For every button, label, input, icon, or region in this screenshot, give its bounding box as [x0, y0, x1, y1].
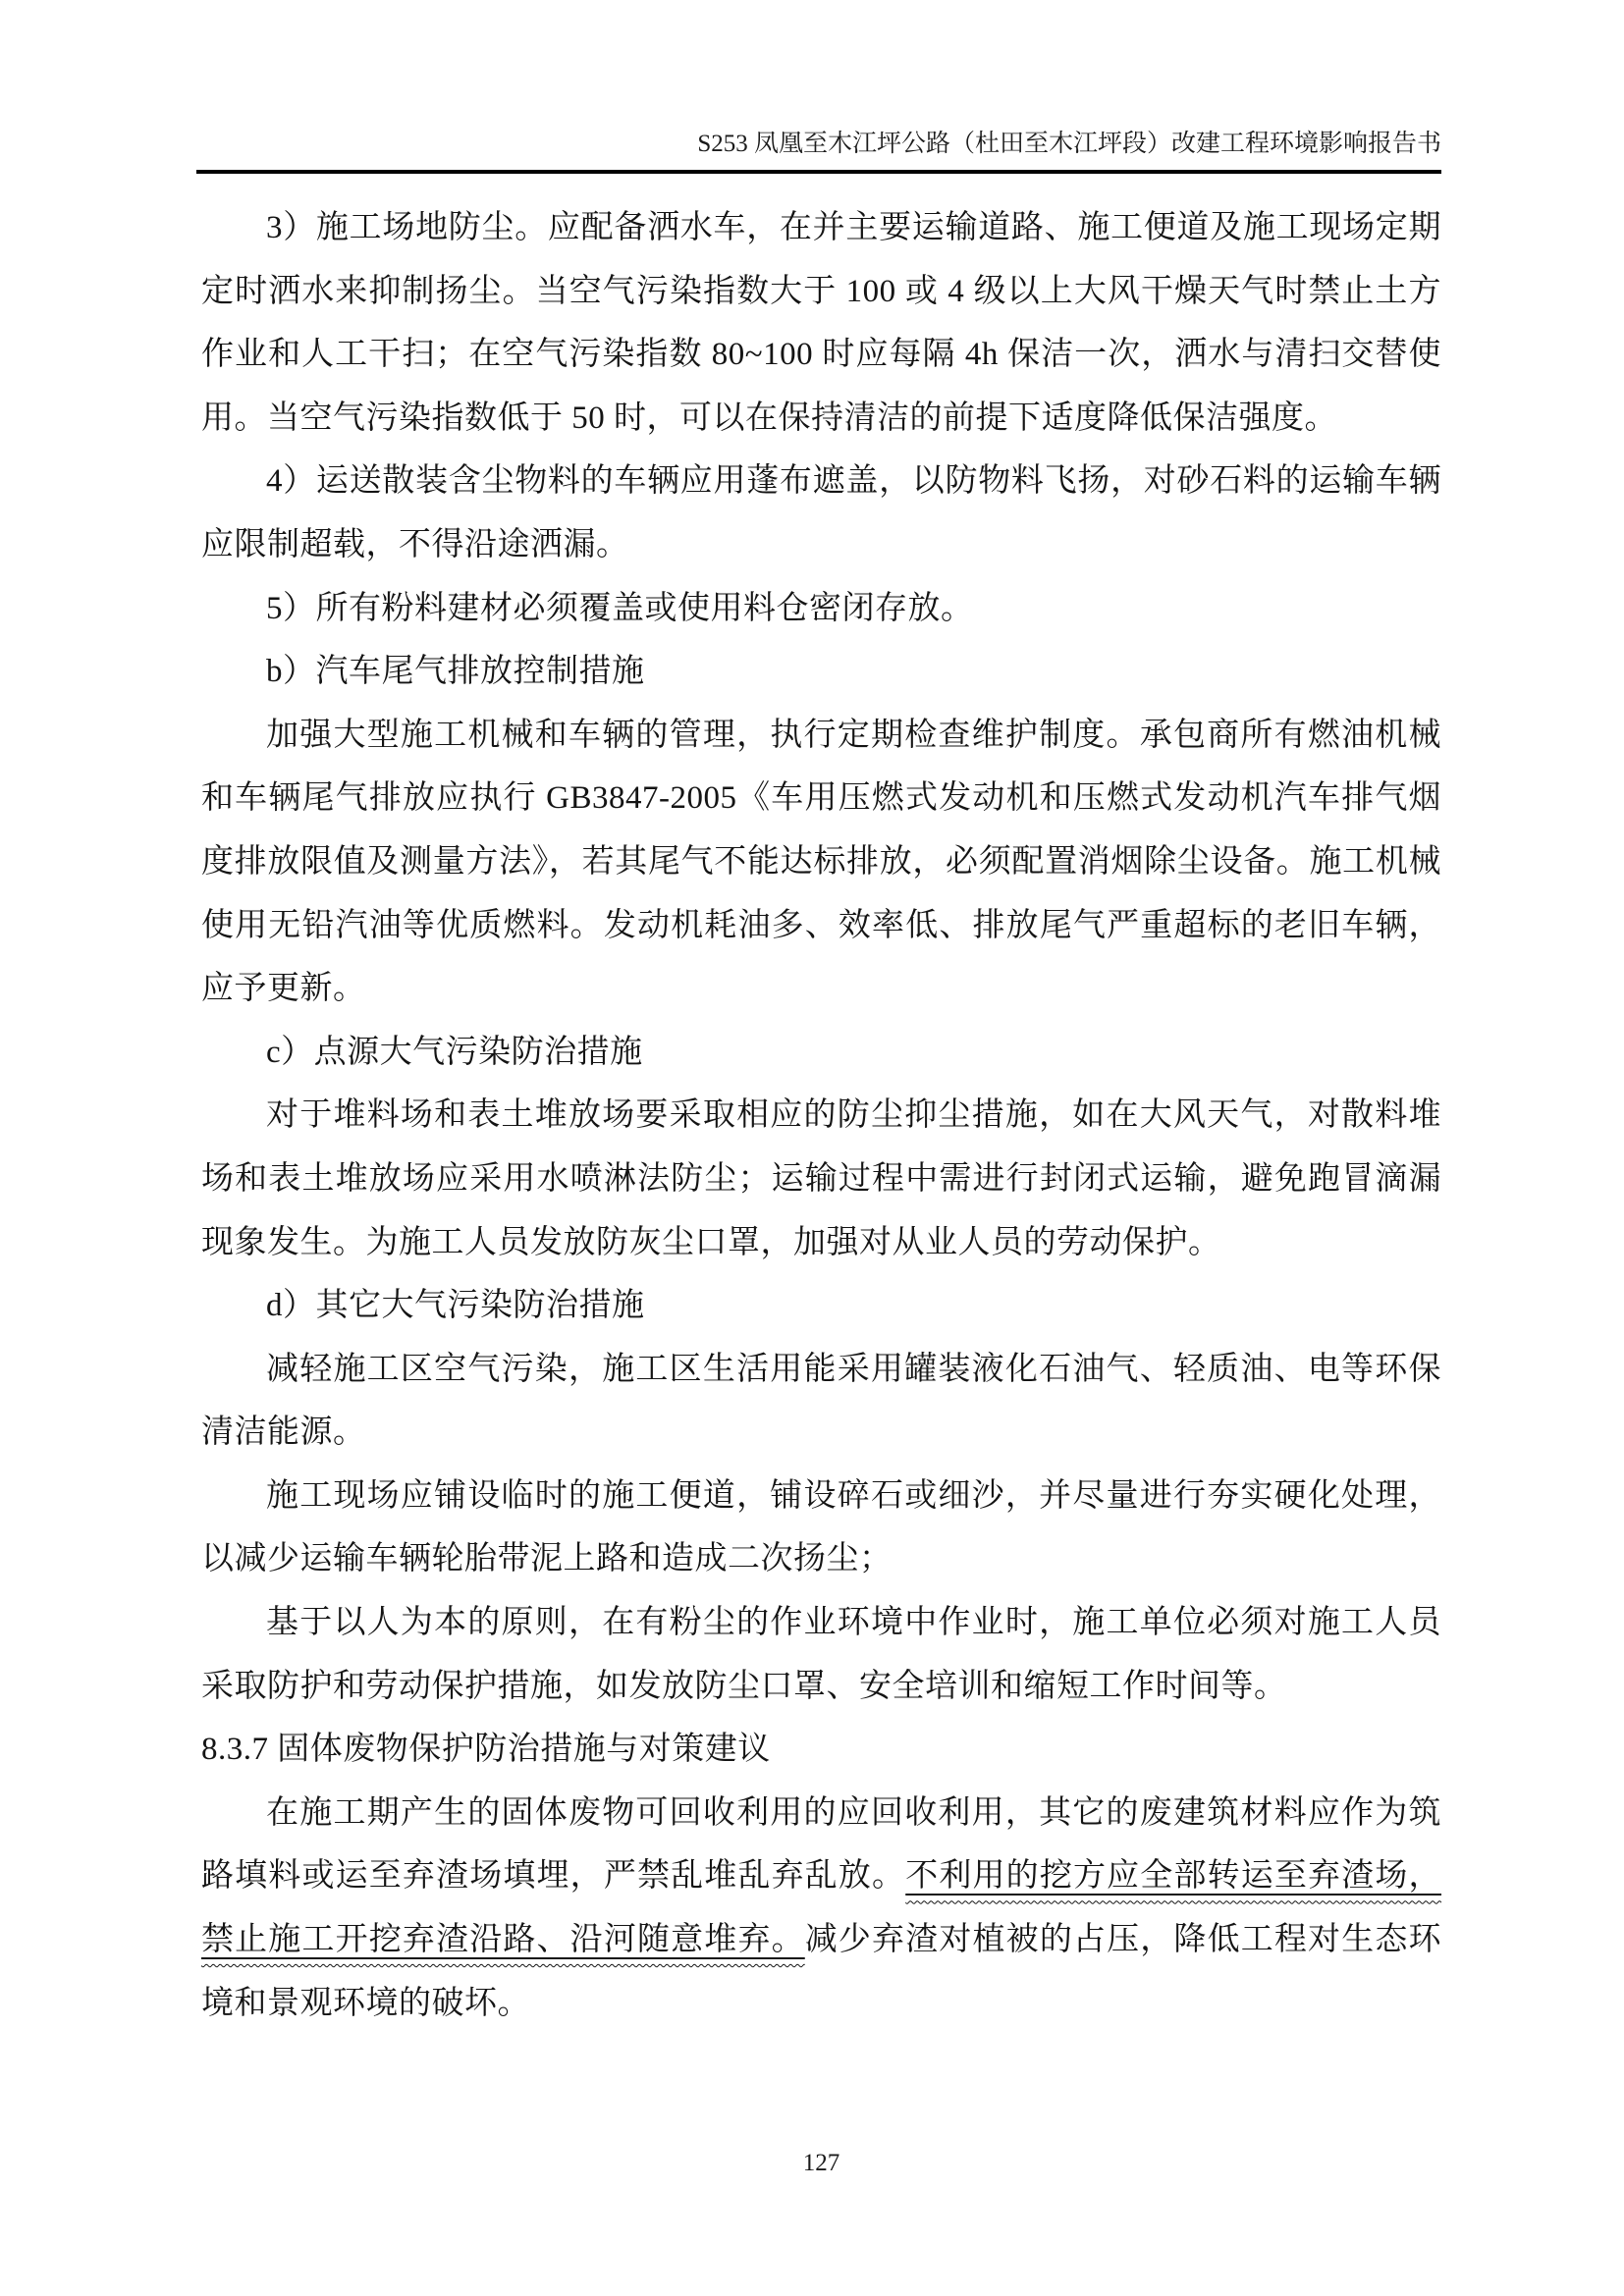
body-paragraph: b）汽车尾气排放控制措施 [266, 654, 645, 690]
body-paragraph: 3）施工场地防尘。应配备洒水车，在并主要运输道路、施工便道及施工现场定期定时洒水来抑制扬尘。当空气污染指数大于 100 或 4 级以上大风干燥天气时禁止土方作业和人工干扫；在空气污染指数 80~100 时应每隔 4h 保洁一次，洒水与清扫交替使用。当空气污染指数低于 50 时，可以在保持清洁的前提下适度降低保洁强度。 [201, 210, 1441, 436]
final-paragraph-normal-text: 在施工期产生的固体废物可回收利用的应回收利用，其它的废建筑材料应作为筑路填料或运至弃渣场填埋，严禁乱堆乱弃乱放。 [201, 1794, 1441, 1895]
body-paragraph: 加强大型施工机械和车辆的管理，执行定期检查维护制度。承包商所有燃油机械和车辆尾气排放应执行 GB3847-2005《车用压燃式发动机和压燃式发动机汽车排气烟度排放限值及测量方法》，若其尾气不能达标排放，必须配置消烟除尘设备。施工机械使用无铅汽油等优质燃料。发动机耗油多、效率低、排放尾气严重超标的老旧车辆，应予更新。 [201, 717, 1441, 1007]
page-number: 127 [802, 2150, 840, 2176]
final-paragraph-normal-text: 减少弃渣对植被的占压，降低工程对生态环境和景观环境的破坏。 [201, 1922, 1442, 2021]
document-body [201, 196, 1441, 2035]
body-paragraph: 4）运送散装含尘物料的车辆应用蓬布遮盖，以防物料飞扬，对砂石料的运输车辆应限制超载，不得沿途洒漏。 [201, 463, 1441, 562]
header-title: S253 凤凰至木江坪公路（杜田至木江坪段）改建工程环境影响报告书 [697, 131, 1441, 157]
page-footer [201, 2150, 1441, 2177]
body-paragraph: 减轻施工区空气污染，施工区生活用能采用罐装液化石油气、轻质油、电等环保清洁能源。 [201, 1351, 1441, 1451]
section-heading-8-3-7: 8.3.7 固体废物保护防治措施与对策建议 [201, 1732, 771, 1768]
page-header [196, 128, 1441, 174]
body-paragraph: 5）所有粉料建材必须覆盖或使用料仓密闭存放。 [266, 590, 974, 626]
body-paragraph: 对于堆料场和表土堆放场要采取相应的防尘抑尘措施，如在大风天气，对散料堆场和表土堆放场应采用水喷淋法防尘；运输过程中需进行封闭式运输，避免跑冒滴漏现象发生。为施工人员发放防灰尘口罩，加强对从业人员的劳动保护。 [201, 1097, 1441, 1260]
body-paragraph: 基于以人为本的原则，在有粉尘的作业环境中作业时，施工单位必须对施工人员采取防护和劳动保护措施，如发放防尘口罩、安全培训和缩短工作时间等。 [201, 1605, 1441, 1704]
body-paragraph: d）其它大气污染防治措施 [266, 1288, 645, 1324]
underlined-emphasis-text: 不利用的挖方应全部转运至弃渣场，禁止施工开挖弃渣沿路、沿河随意堆弃。 [201, 1858, 1442, 1958]
body-paragraph: c）点源大气污染防治措施 [266, 1034, 643, 1070]
body-paragraph: 施工现场应铺设临时的施工便道，铺设碎石或细沙，并尽量进行夯实硬化处理，以减少运输车辆轮胎带泥上路和造成二次扬尘； [201, 1477, 1441, 1577]
body-paragraph-final [201, 1782, 1441, 2035]
